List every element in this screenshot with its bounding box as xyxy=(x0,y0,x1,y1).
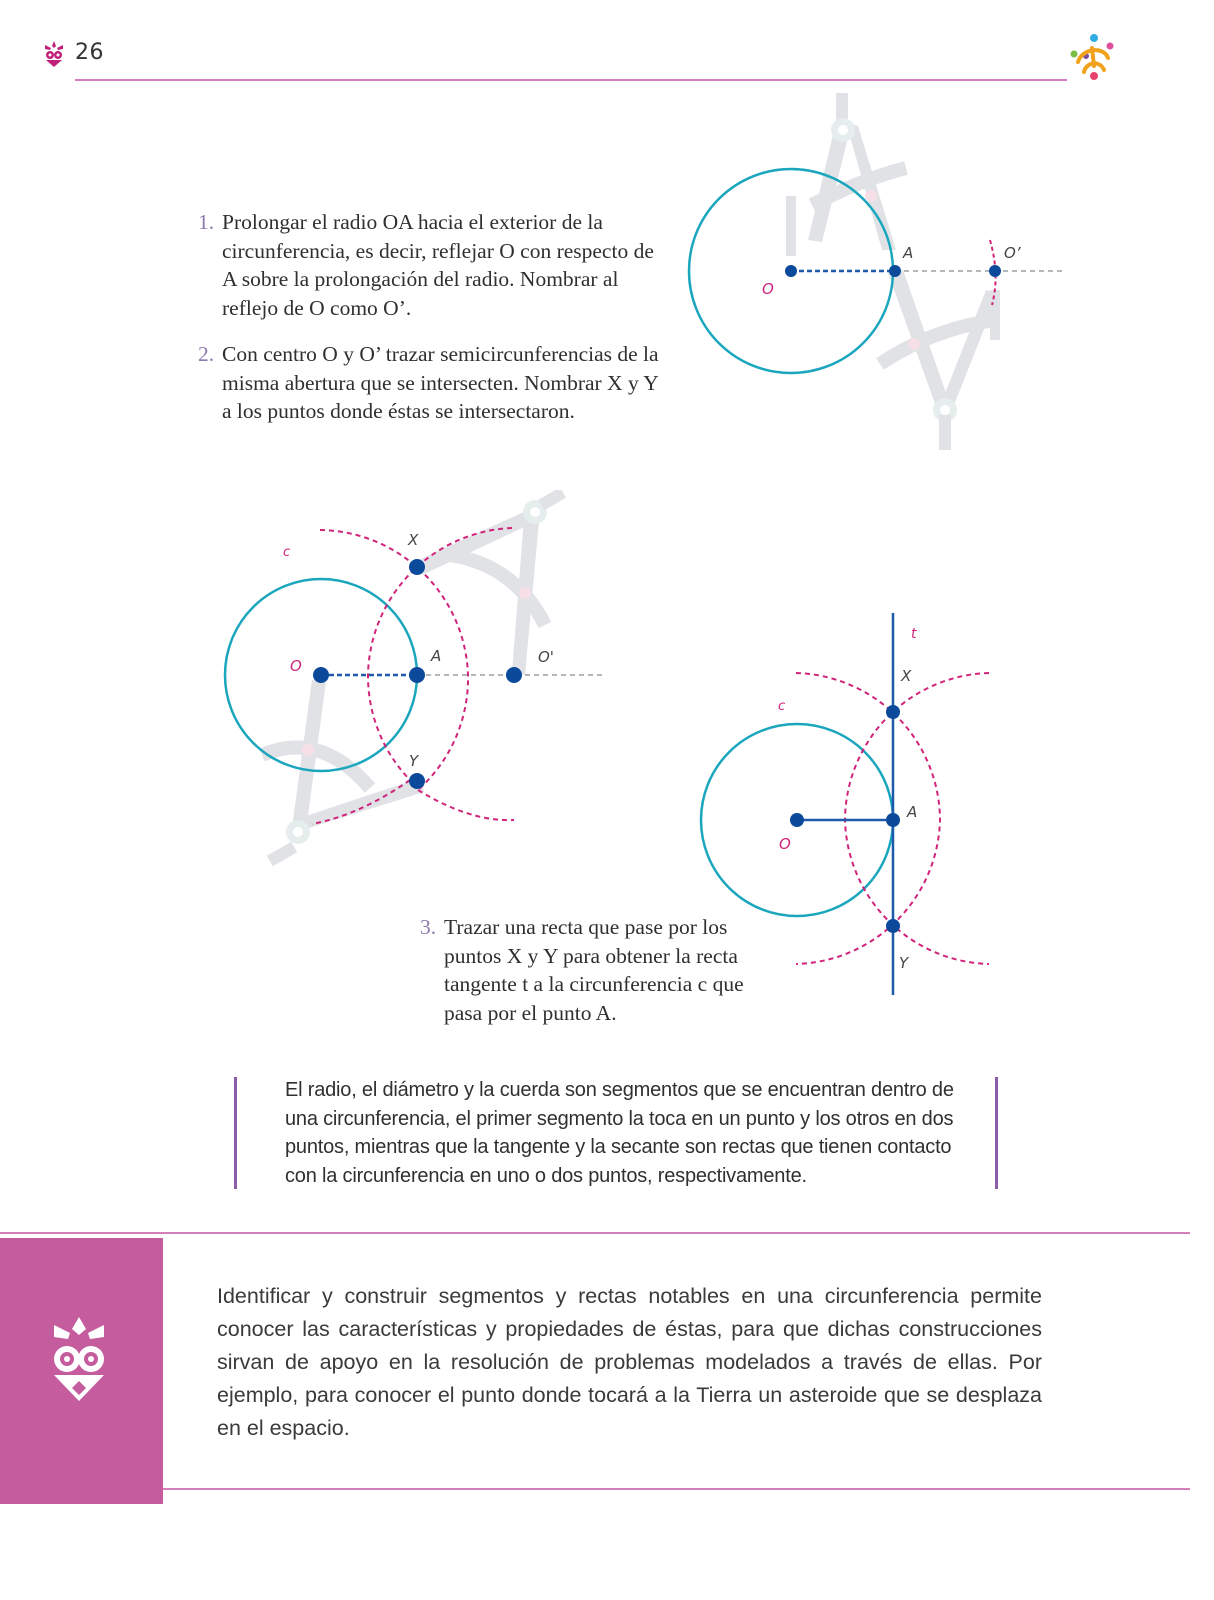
label-A: A xyxy=(903,244,914,262)
label-Y: Y xyxy=(409,752,419,770)
section-top-rule xyxy=(0,1232,1190,1234)
label-A: A xyxy=(431,647,442,665)
label-t: t xyxy=(911,626,917,642)
closing-paragraph: Identificar y construir segmentos y rectas notables en una circunferencia permite conocer las características y propiedades de éstas, para que dichas construcciones sirvan de apoyo en la resolución de problemas modelados a través de ellas. Por ejemplo, para conocer el punto donde tocará a la Tierra un asteroide que se desplaza en el espacio. xyxy=(217,1284,1042,1440)
label-O: O xyxy=(779,835,791,853)
page-number: 26 xyxy=(75,40,104,65)
step-number: 2. xyxy=(198,342,215,366)
step-text: Con centro O y O’ trazar semicircunferencias de la misma abertura que se intersecten. Nombrar X y Y a los puntos donde éstas se intersectaron. xyxy=(222,342,659,423)
white-flower-ornament-icon xyxy=(46,1315,112,1405)
step-text: Trazar una recta que pase por los puntos X y Y para obtener la recta tangente t a la circunferencia c que pasa por el punto A. xyxy=(444,915,744,1025)
section-bottom-rule xyxy=(163,1488,1190,1490)
step-text: Prolongar el radio OA hacia el exterior de la circunferencia, es decir, reflejar O con respecto de A sobre la prolongación del radio. Nombrar al reflejo de O como O’. xyxy=(222,210,654,320)
label-O-prime: O' xyxy=(538,648,554,666)
step-3 xyxy=(420,913,760,1027)
figure-reflect-center xyxy=(680,90,1080,460)
step-1 xyxy=(198,208,658,322)
label-c: c xyxy=(283,545,291,560)
step-number: 1. xyxy=(198,210,215,234)
note-text: El radio, el diámetro y la cuerda son segmentos que se encuentran dentro de una circunferencia, el primer segmento la toca en un punto y los otros en dos puntos, mientras que la tangente y la secante son rectas que tienen contacto con la circunferencia en uno o dos puntos, respectivamente. xyxy=(285,1079,954,1187)
label-X: X xyxy=(901,667,912,685)
note-right-bar xyxy=(995,1077,998,1189)
label-X: X xyxy=(408,531,419,549)
label-A: A xyxy=(907,803,918,821)
figure-intersections xyxy=(210,490,630,880)
header-rule xyxy=(75,79,1067,81)
step-2 xyxy=(198,340,668,426)
flower-ornament-icon xyxy=(41,40,67,68)
colorful-logo-icon xyxy=(1064,32,1120,84)
label-Y: Y xyxy=(899,954,909,972)
label-O-prime: O’ xyxy=(1004,244,1021,262)
label-O: O xyxy=(290,657,302,675)
label-c: c xyxy=(778,699,786,714)
note-left-bar xyxy=(234,1077,237,1189)
label-O: O xyxy=(762,280,774,298)
step-number: 3. xyxy=(420,915,437,939)
